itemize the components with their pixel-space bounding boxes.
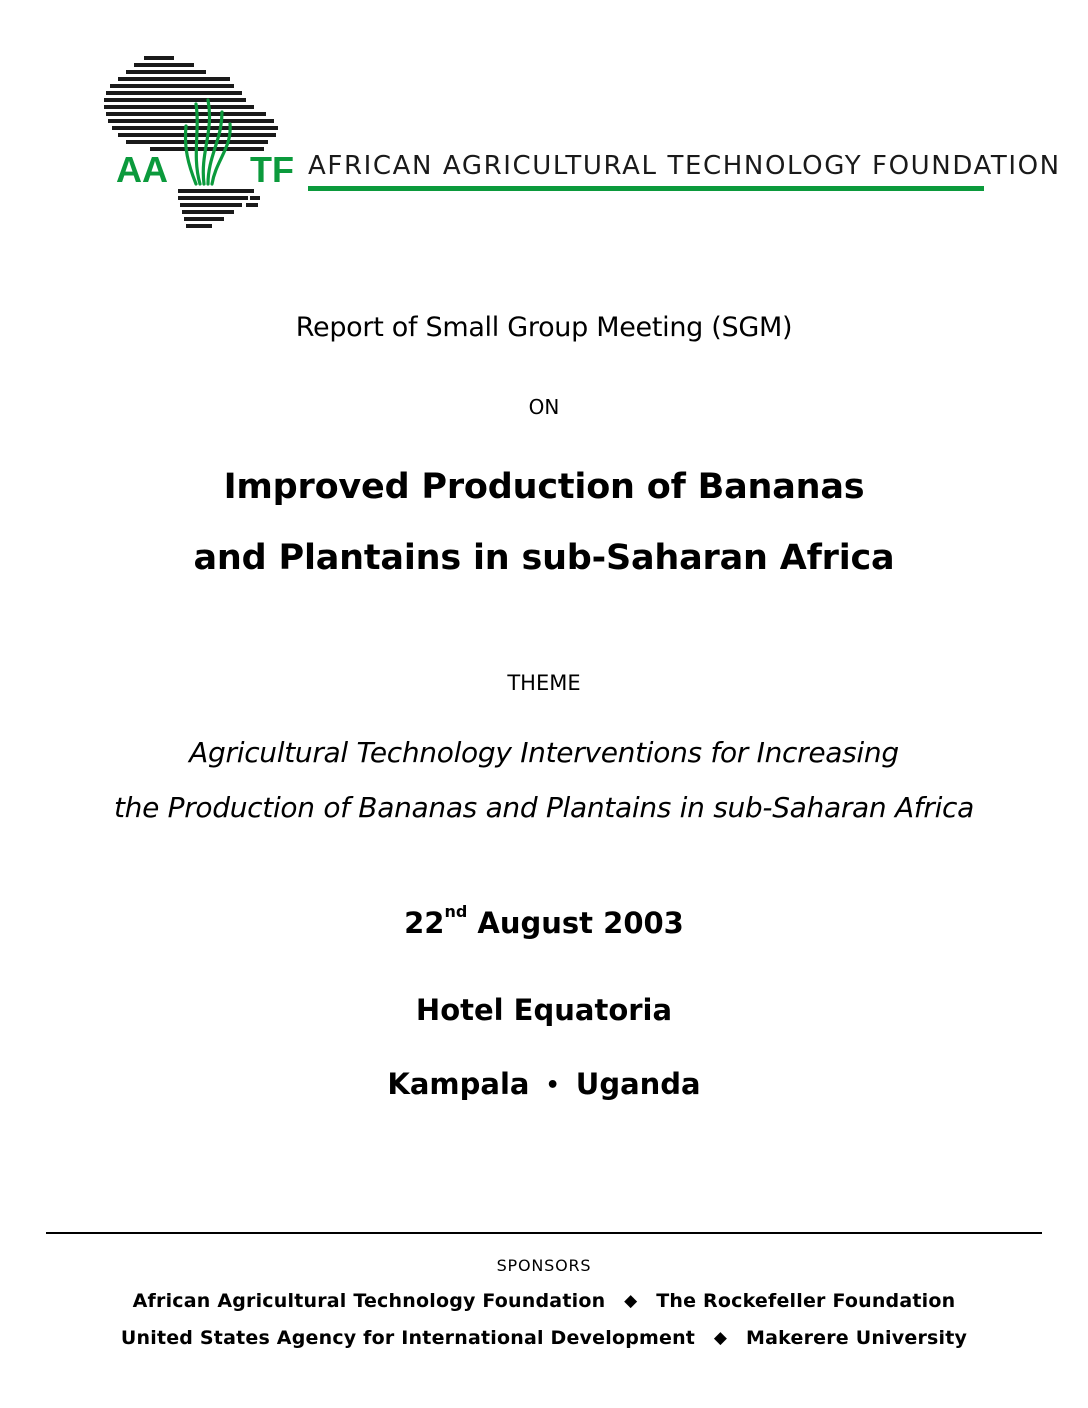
report-title [0, 452, 1088, 594]
country: Uganda [575, 1067, 701, 1101]
sponsor-row-1 [0, 1290, 1088, 1312]
sponsor-name: African Agricultural Technology Foundation [132, 1290, 606, 1312]
aatf-logo [104, 56, 294, 238]
report-heading: Report of Small Group Meeting (SGM) [295, 312, 793, 343]
theme-label: THEME [507, 671, 581, 695]
theme-text [0, 725, 1088, 835]
africa-map-logo-icon [104, 56, 294, 238]
title-line-2: and Plantains in sub-Saharan Africa [193, 538, 895, 578]
logo-text-aa: AA [116, 149, 168, 190]
venue: Hotel Equatoria [415, 993, 673, 1027]
sponsor-name: United States Agency for International Development [120, 1327, 696, 1349]
date-day: 22 [404, 906, 445, 940]
sponsor-row-2 [0, 1327, 1088, 1349]
date-suffix: nd [444, 902, 468, 921]
sponsors-label: SPONSORS [496, 1256, 592, 1275]
footer-rule [46, 1232, 1042, 1234]
sponsor-name: The Rockefeller Foundation [656, 1290, 956, 1312]
meeting-date [0, 902, 1088, 940]
location-bullet: • [545, 1073, 560, 1098]
diamond-icon: ◆ [713, 1328, 728, 1348]
location [0, 1067, 1088, 1101]
diamond-icon: ◆ [624, 1291, 638, 1311]
city: Kampala [387, 1067, 530, 1101]
logo-text-tf: TF [250, 149, 294, 190]
organization-name: AFRICAN AGRICULTURAL TECHNOLOGY FOUNDATION [308, 151, 1061, 181]
theme-line-2: the Production of Bananas and Plantains in sub-Saharan Africa [113, 791, 975, 824]
theme-line-1: Agricultural Technology Interventions for Increasing [189, 736, 899, 769]
sponsor-name: Makerere University [746, 1327, 968, 1349]
title-line-1: Improved Production of Bananas [223, 467, 865, 507]
on-label: ON [528, 395, 560, 419]
header-green-rule [308, 186, 984, 191]
date-month-year: August 2003 [467, 906, 684, 940]
